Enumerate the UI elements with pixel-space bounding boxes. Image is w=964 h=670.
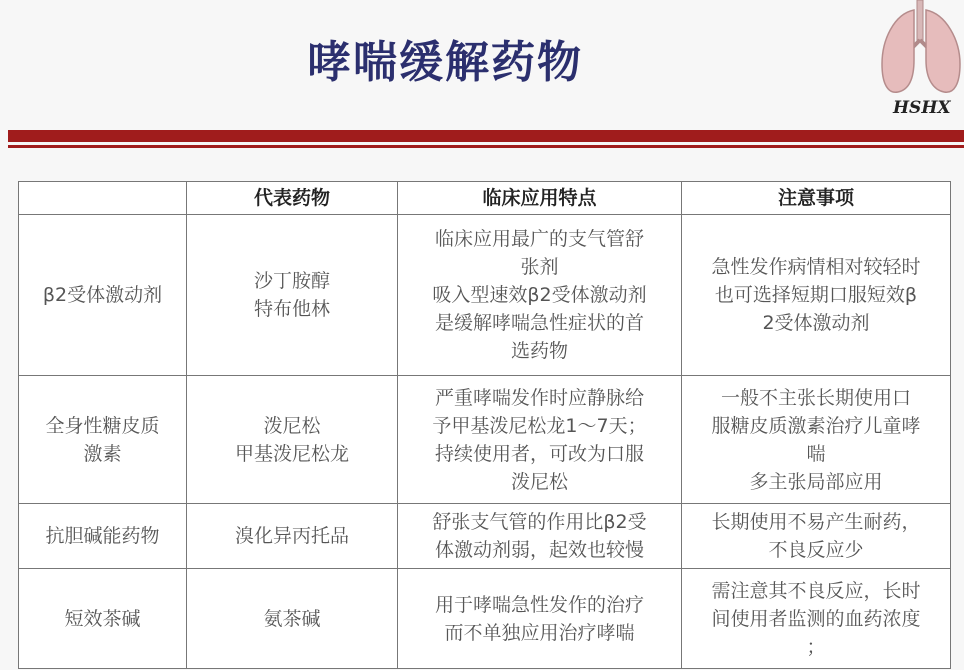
row-drugs: 氨茶碱 — [187, 569, 398, 669]
row-features: 临床应用最广的支气管舒 张剂 吸入型速效β2受体激动剂 是缓解哮喘急性症状的首 选药物 — [398, 215, 682, 376]
page-title: 哮喘缓解药物 — [307, 37, 583, 88]
header-category — [19, 182, 187, 215]
medication-table — [18, 181, 951, 669]
row-notes: 一般不主张长期使用口 服糖皮质激素治疗儿童哮 喘 多主张局部应用 — [682, 376, 951, 504]
header-drugs: 代表药物 — [187, 182, 398, 215]
row-features: 严重哮喘发作时应静脉给 予甲基泼尼松龙1～7天； 持续使用者，可改为口服 泼尼松 — [398, 376, 682, 504]
table-header-row — [19, 182, 951, 215]
header-rule-thin — [8, 145, 964, 148]
row-category: 短效茶碱 — [19, 569, 187, 669]
row-drugs: 沙丁胺醇 特布他林 — [187, 215, 398, 376]
table-row — [19, 569, 951, 669]
row-notes: 需注意其不良反应，长时 间使用者监测的血药浓度 ； — [682, 569, 951, 669]
row-features: 用于哮喘急性发作的治疗 而不单独应用治疗哮喘 — [398, 569, 682, 669]
header-notes: 注意事项 — [682, 182, 951, 215]
header-rule-thick — [8, 130, 964, 142]
table-row — [19, 376, 951, 504]
logo-text: HSHX — [893, 98, 951, 118]
row-notes: 急性发作病情相对较轻时 也可选择短期口服短效β 2受体激动剂 — [682, 215, 951, 376]
row-drugs: 泼尼松 甲基泼尼松龙 — [187, 376, 398, 504]
row-notes: 长期使用不易产生耐药， 不良反应少 — [682, 504, 951, 569]
header-features: 临床应用特点 — [398, 182, 682, 215]
row-category: 全身性糖皮质 激素 — [19, 376, 187, 504]
row-category: 抗胆碱能药物 — [19, 504, 187, 569]
row-category: β2受体激动剂 — [19, 215, 187, 376]
table-row — [19, 504, 951, 569]
row-features: 舒张支气管的作用比β2受 体激动剂弱，起效也较慢 — [398, 504, 682, 569]
row-drugs: 溴化异丙托品 — [187, 504, 398, 569]
table-row — [19, 215, 951, 376]
